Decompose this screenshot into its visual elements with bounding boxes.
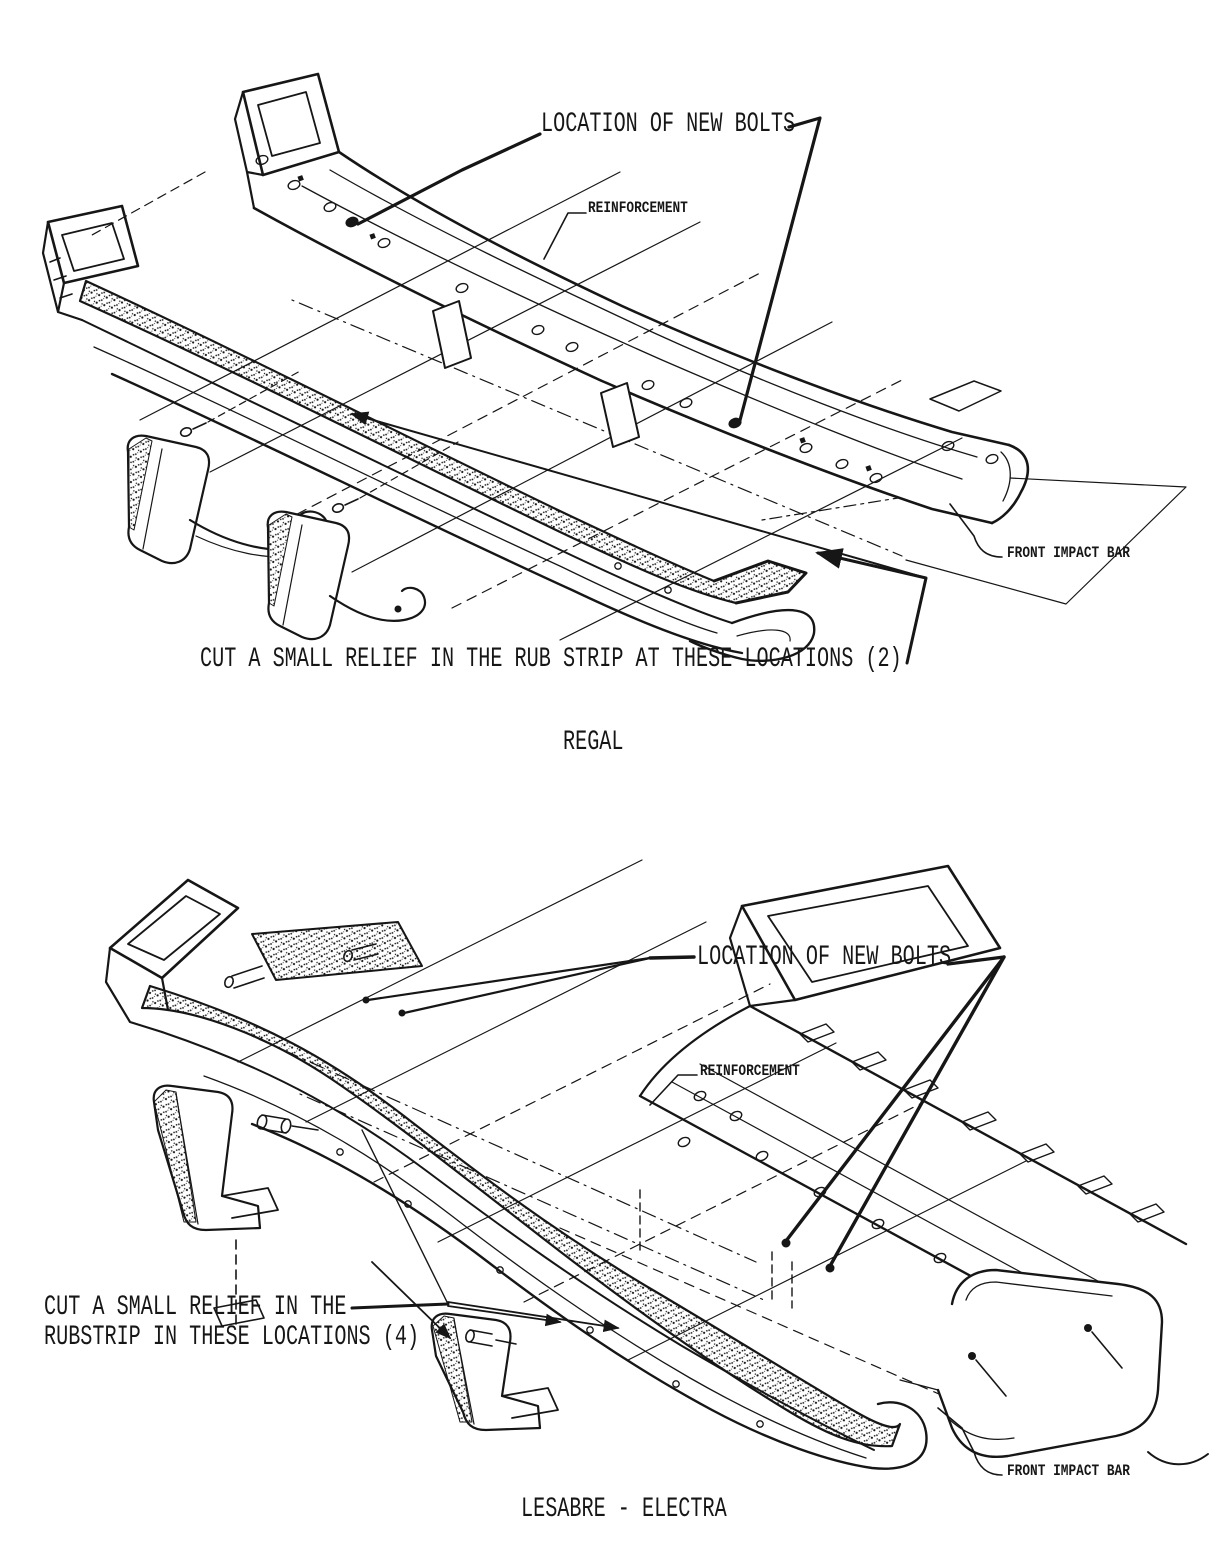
note-cut-relief-regal: CUT A SMALL RELIEF IN THE RUB STRIP AT THESE LOCATIONS (2) — [200, 644, 902, 675]
leader-cut-note — [352, 1304, 448, 1308]
projection-lines — [92, 172, 1186, 640]
note-cut-relief-lesabre-line2: RUBSTRIP IN THESE LOCATIONS (4) — [44, 1322, 420, 1353]
caption-regal: REGAL — [563, 727, 624, 758]
end-cap-drawing — [900, 1270, 1162, 1457]
label-reinforcement-regal: REINFORCEMENT — [588, 199, 688, 217]
label-location-of-new-bolts-regal: LOCATION OF NEW BOLTS — [541, 109, 796, 140]
new-bolt — [782, 1239, 791, 1248]
leader-new-bolts-left — [650, 957, 694, 958]
label-location-of-new-bolts-lesabre: LOCATION OF NEW BOLTS — [697, 942, 952, 973]
rub-strip-pad — [252, 922, 422, 980]
note-cut-relief-lesabre-line1: CUT A SMALL RELIEF IN THE — [44, 1292, 347, 1323]
reinforcement-drawing — [235, 74, 1028, 523]
leader-front-impact-bar — [950, 504, 1002, 557]
reinforcement-drawing — [640, 866, 1186, 1342]
bumper-guards-drawing — [128, 370, 458, 639]
leader-new-bolts-right — [786, 957, 1004, 1241]
leader-new-bolts-right — [739, 118, 820, 424]
leader-reinforcement — [544, 213, 586, 259]
new-bolt — [826, 1264, 835, 1273]
ladder-marks — [800, 1024, 1164, 1222]
new-bolt — [345, 216, 359, 228]
stray-arc — [1148, 1452, 1208, 1464]
label-front-impact-bar-regal: FRONT IMPACT BAR — [1007, 544, 1130, 562]
regal-diagram — [43, 74, 1186, 663]
lesabre-electra-diagram — [106, 860, 1208, 1475]
label-front-impact-bar-lesabre: FRONT IMPACT BAR — [1007, 1462, 1130, 1480]
caption-lesabre-electra: LESABRE - ELECTRA — [521, 1494, 727, 1525]
front-impact-bar-drawing — [43, 206, 814, 661]
label-reinforcement-lesabre: REINFORCEMENT — [700, 1062, 800, 1080]
bumper-guards-drawing — [154, 1086, 558, 1430]
leader-new-bolts-left — [358, 134, 540, 224]
leader-reinforcement — [650, 1075, 697, 1105]
